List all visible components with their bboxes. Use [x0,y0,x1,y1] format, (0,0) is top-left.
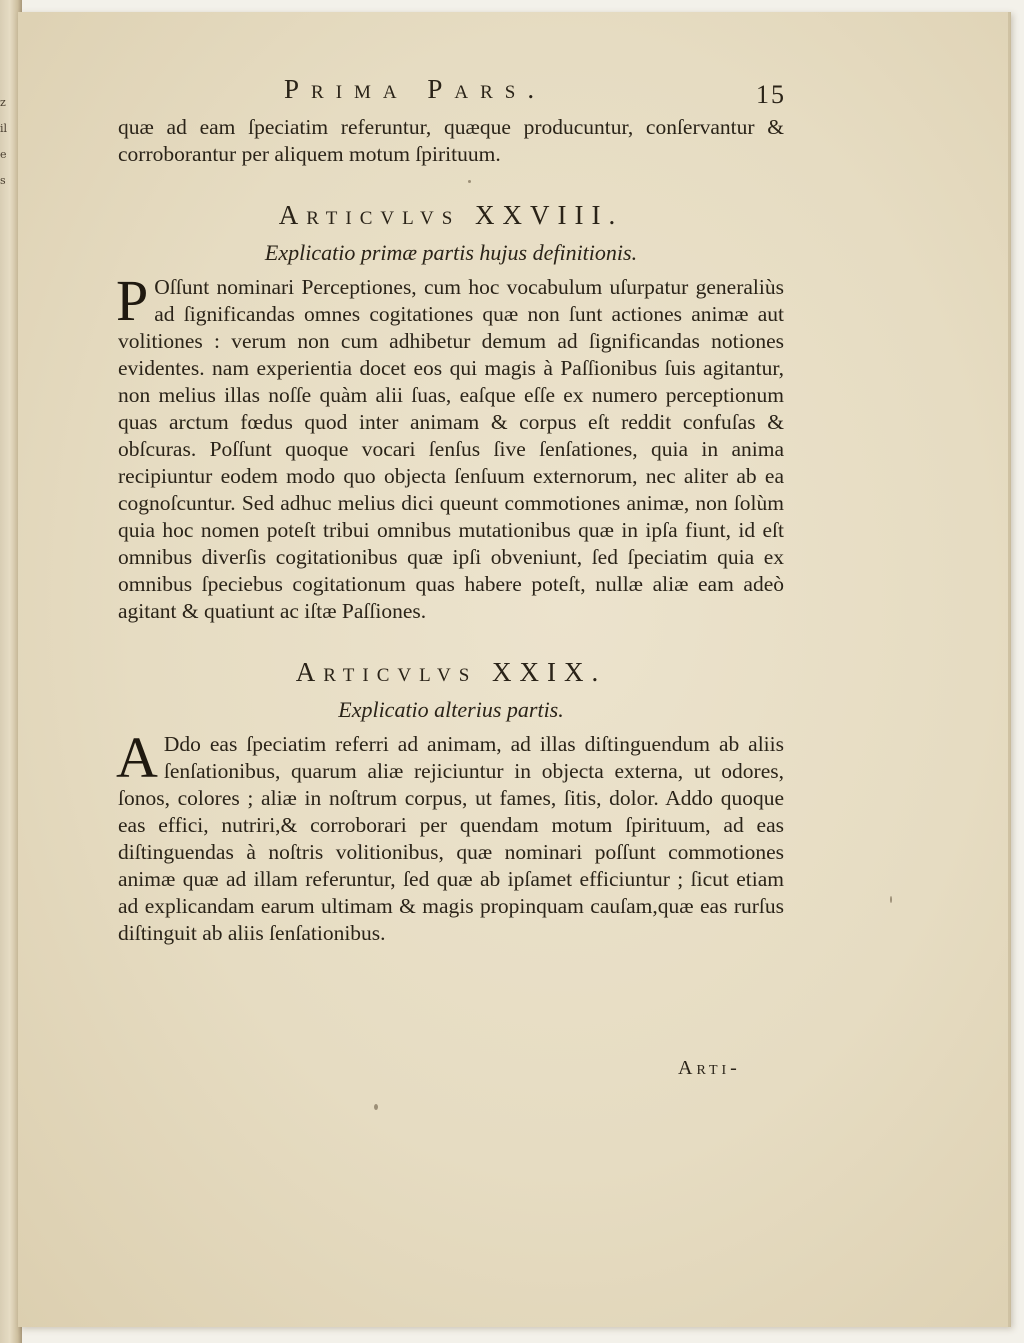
paper-speck [890,896,892,903]
adjacent-mark: e [0,148,7,161]
running-head [118,74,784,114]
drop-cap-a: A [116,725,158,790]
adjacent-mark: il [0,122,8,135]
article-subheading-28: Explicatio primæ partis hujus definitionis. [264,240,638,265]
article-subheading-29: Explicatio alterius partis. [338,697,564,722]
page-number: 15 [756,80,786,109]
article-body-28: Oſſunt nominari Perceptiones, cum hoc vocabulum uſurpatur generaliùs ad ſignificandas omnes cogitationes quæ non ſunt actiones animæ aut volitiones : verum non cum adhibetur demum ad ſignificandas notiones evidentes. nam experientia docet eos qui magis à Paſſionibus ſuis agitantur, non melius illas noſſe quàm alii ſuas, eaſque eſſe ex numero perceptionum quas arctum fœdus quod inter animam & corpus eſt reddit confuſas & obſcuras. Poſſunt quoque vocari ſenſus ſive ſenſationes, quia in anima recipiuntur eodem modo quo objecta ſenſuum externorum, nec aliter ab ea cognoſcuntur. Sed adhuc melius dici queunt commotiones animæ, non ſolùm quia hoc nomen poteſt tribui omnibus mutationibus quæ in ipſa fiunt, id eſt omnibus diverſis cogitationibus quæ ipſi obveniunt, ſed ſpeciatim quia ex omnibus ſpeciebus cogitationum quas habere poteſt, nullæ aliæ eam adeò agitant & quatiunt ac iſtæ Paſſiones. [118,275,784,623]
drop-cap-p: P [116,268,149,333]
adjacent-mark: z [0,96,6,109]
opening-paragraph: quæ ad eam ſpeciatim referuntur, quæque producuntur, conſervantur & corroborantur per aliquem motum ſpirituum. [118,115,784,166]
paper-speck [374,1104,378,1110]
catchword: Arti- [678,1057,741,1079]
adjacent-mark: s [0,174,6,187]
text-block [118,74,784,947]
article-heading-29: Articvlvs XXIX. [295,657,607,687]
article-heading-28: Articvlvs XXVIII. [278,200,624,230]
adjacent-page-marks [0,90,14,194]
running-title: Prima Pars. [284,74,547,104]
book-page [18,12,1010,1327]
article-body-29: Ddo eas ſpeciatim referri ad animam, ad illas diſtinguendum ab aliis ſenſationibus, quarum aliæ rejiciuntur in objecta externa, ut odores, ſonos, colores ; aliæ in noſtrum corpus, ut fames, ſitis, dolor. Addo quoque eas effici, nutriri,& corroborari per quendam motum ſpirituum, ad eas diſtinguendas à noſtris volitionibus, quæ nominari poſſunt commotiones animæ quæ ad illam referuntur, ſed quæ ab ipſamet efficiuntur ; ſicut etiam ad explicandam earum ultimam & magis propinquam cauſam,quæ eas rurſus diſtinguit ab aliis ſenſationibus. [118,732,784,945]
